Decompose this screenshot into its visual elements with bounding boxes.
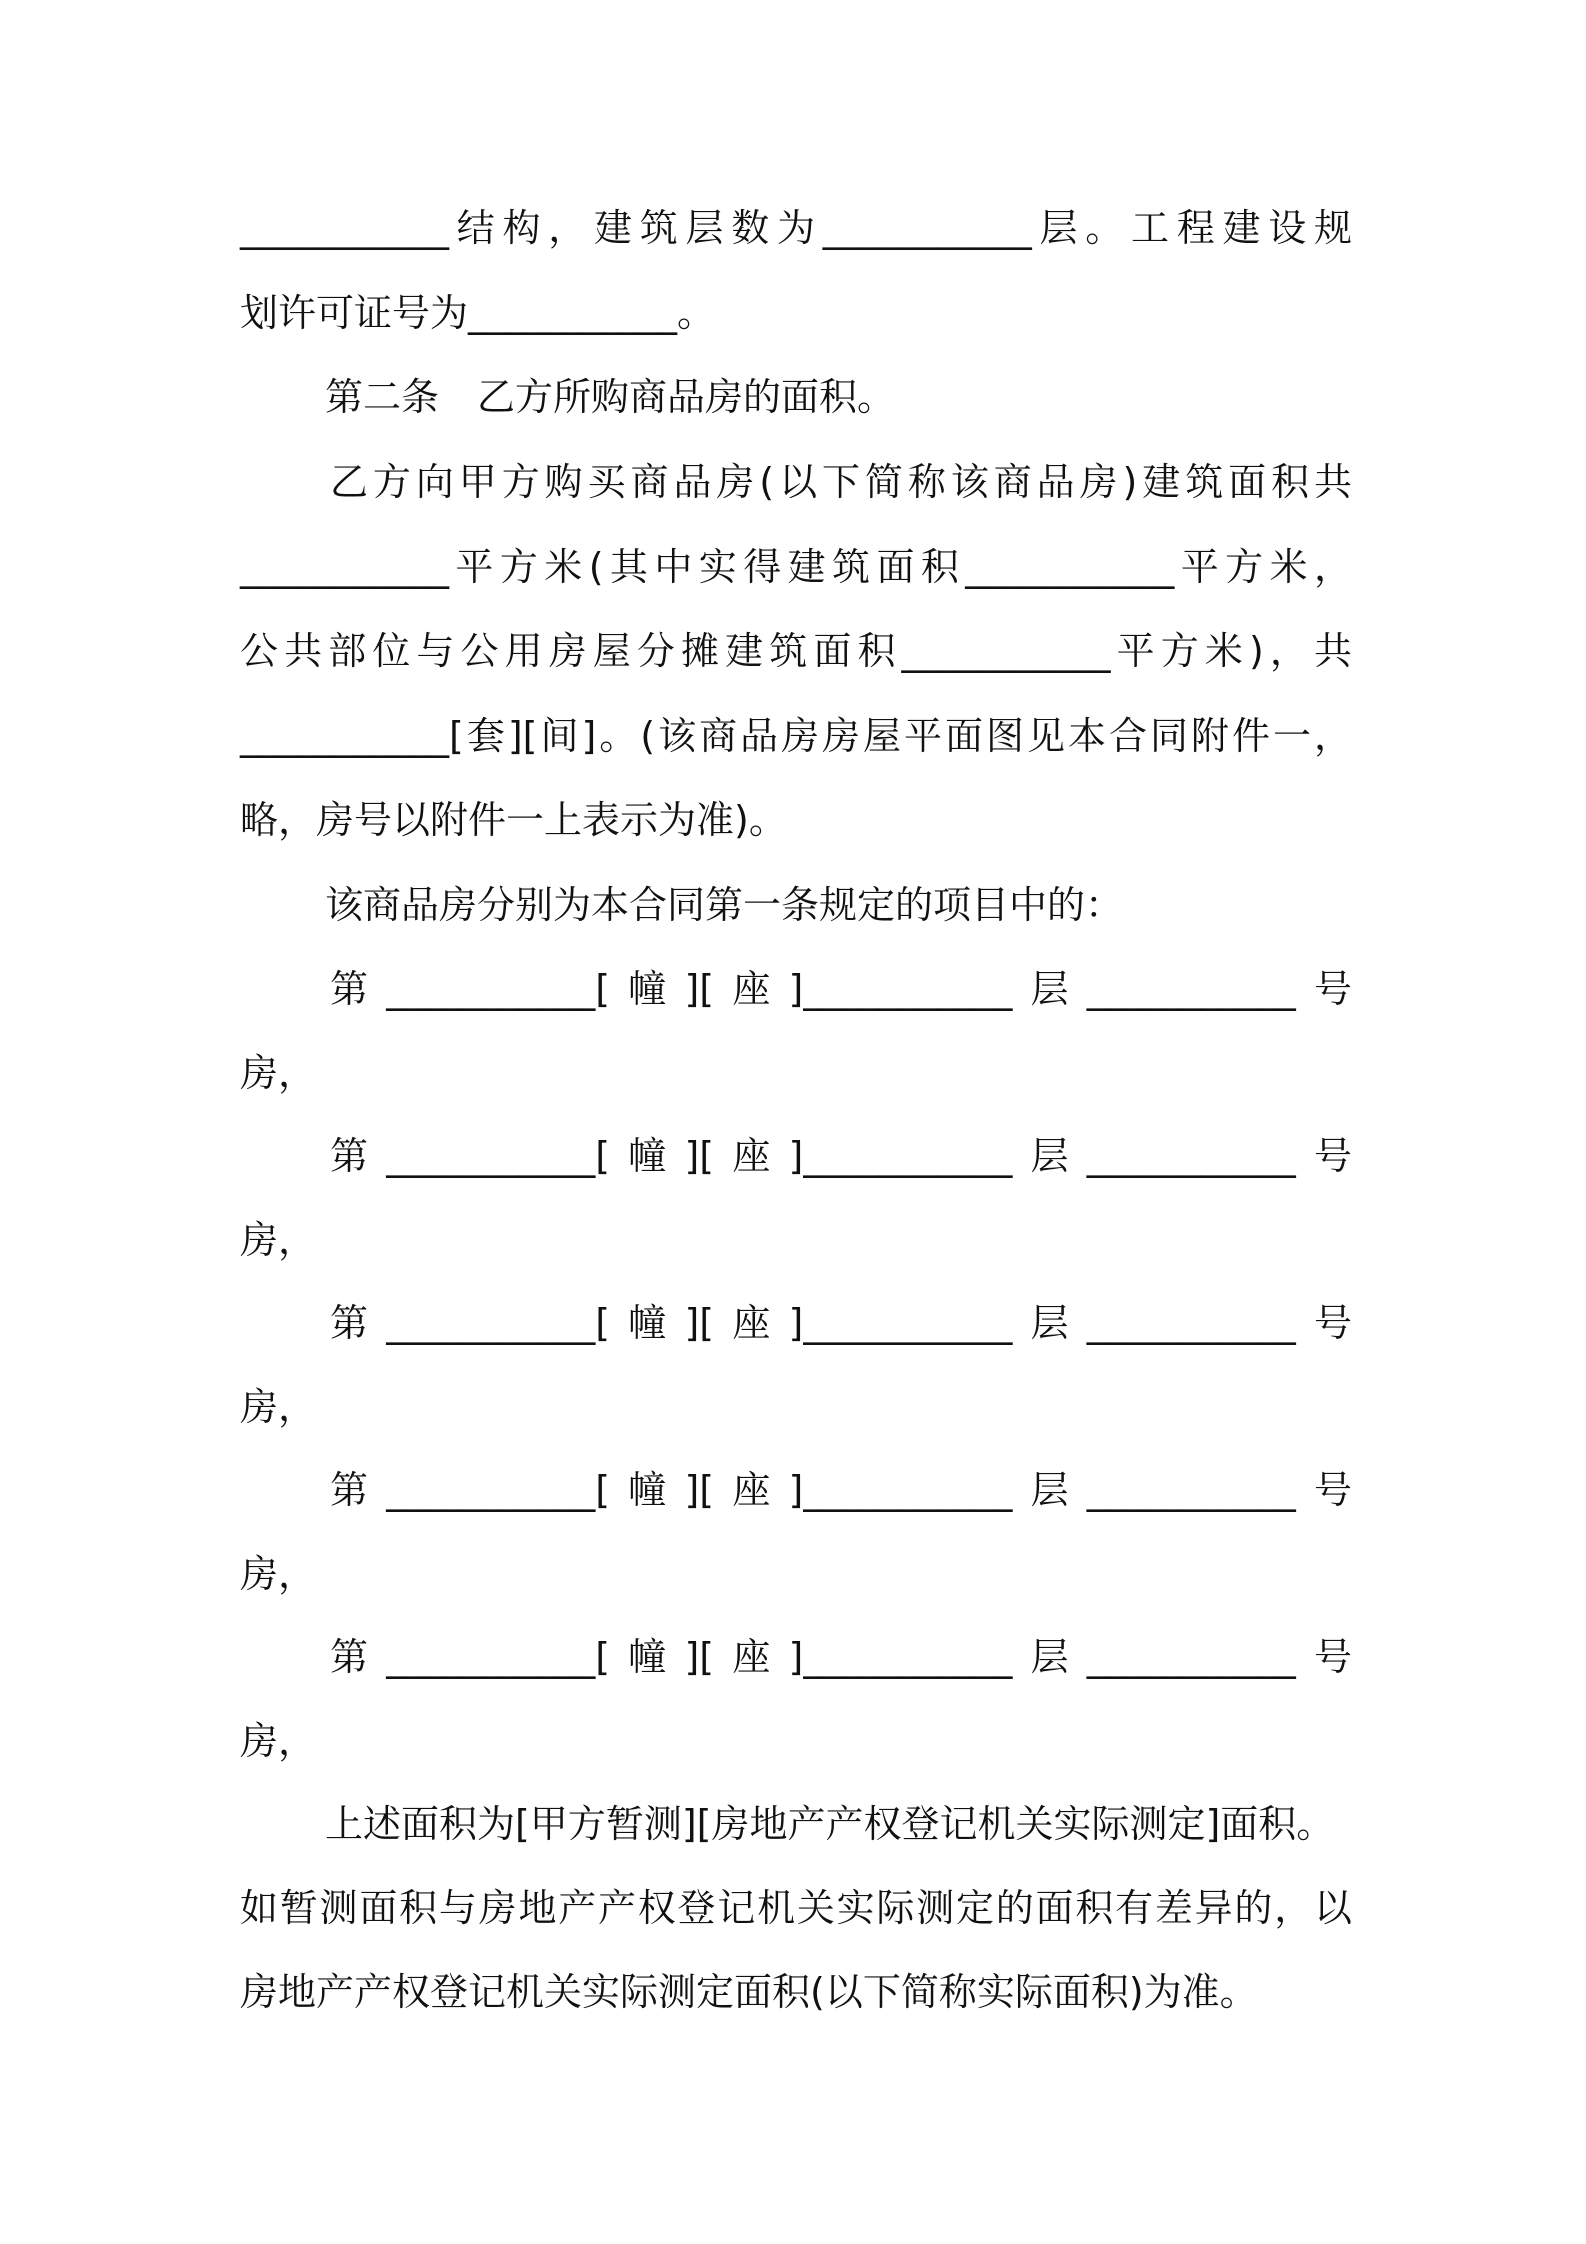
line-structure-floors: ___________结构，建筑层数为___________层。工程建设规 xyxy=(240,206,1352,250)
room-entry-suffix: 房， xyxy=(240,1385,317,1429)
text-line xyxy=(0,1377,1586,1437)
text-line xyxy=(0,537,1586,597)
line-square-meters: ___________平方米(其中实得建筑面积___________平方米， xyxy=(240,545,1352,589)
text-line xyxy=(0,1878,1586,1938)
room-entry-suffix: 房， xyxy=(240,1218,317,1262)
room-entry-line: 第___________[幢][座]___________层___________号 xyxy=(330,1635,1352,1679)
text-line xyxy=(0,959,1586,1019)
line-purchase-area: 乙方向甲方购买商品房(以下简称该商品房)建筑面积共 xyxy=(330,460,1352,504)
text-line xyxy=(0,452,1586,512)
line-area-difference: 如暂测面积与房地产产权登记机关实际测定的面积有差异的，以 xyxy=(240,1886,1352,1930)
text-line xyxy=(0,1627,1586,1687)
room-entry-line: 第___________[幢][座]___________层___________号 xyxy=(330,1468,1352,1512)
text-line xyxy=(0,283,1586,343)
text-line xyxy=(0,1711,1586,1771)
text-line xyxy=(0,1962,1586,2022)
text-line xyxy=(0,1794,1586,1854)
text-line xyxy=(0,706,1586,766)
text-line xyxy=(0,875,1586,935)
text-line xyxy=(0,1126,1586,1186)
line-actual-area: 房地产产权登记机关实际测定面积(以下简称实际面积)为准。 xyxy=(240,1970,1258,2014)
room-entry-line: 第___________[幢][座]___________层___________号 xyxy=(330,1301,1352,1345)
text-line xyxy=(0,1460,1586,1520)
line-permit-number: 划许可证号为___________。 xyxy=(240,291,716,335)
room-entry-suffix: 房， xyxy=(240,1552,317,1596)
text-line xyxy=(0,198,1586,258)
text-line xyxy=(0,1210,1586,1270)
line-room-number-note: 略，房号以附件一上表示为准)。 xyxy=(240,798,787,842)
text-line xyxy=(0,1043,1586,1103)
text-line xyxy=(0,1293,1586,1353)
text-line xyxy=(0,621,1586,681)
room-entry-line: 第___________[幢][座]___________层___________号 xyxy=(330,967,1352,1011)
text-line xyxy=(0,367,1586,427)
line-units: ___________[套][间]。(该商品房房屋平面图见本合同附件一， xyxy=(240,714,1352,758)
room-entry-line: 第___________[幢][座]___________层___________号 xyxy=(330,1134,1352,1178)
text-line xyxy=(0,790,1586,850)
room-entry-suffix: 房， xyxy=(240,1051,317,1095)
article-heading: 第二条 乙方所购商品房的面积。 xyxy=(325,375,896,419)
line-item-intro: 该商品房分别为本合同第一条规定的项目中的： xyxy=(325,883,1124,927)
text-line xyxy=(0,1544,1586,1604)
line-shared-area: 公共部位与公用房屋分摊建筑面积___________平方米)，共 xyxy=(240,629,1352,673)
room-entry-suffix: 房， xyxy=(240,1719,317,1763)
line-area-basis: 上述面积为[甲方暂测][房地产产权登记机关实际测定]面积。 xyxy=(325,1802,1335,1846)
